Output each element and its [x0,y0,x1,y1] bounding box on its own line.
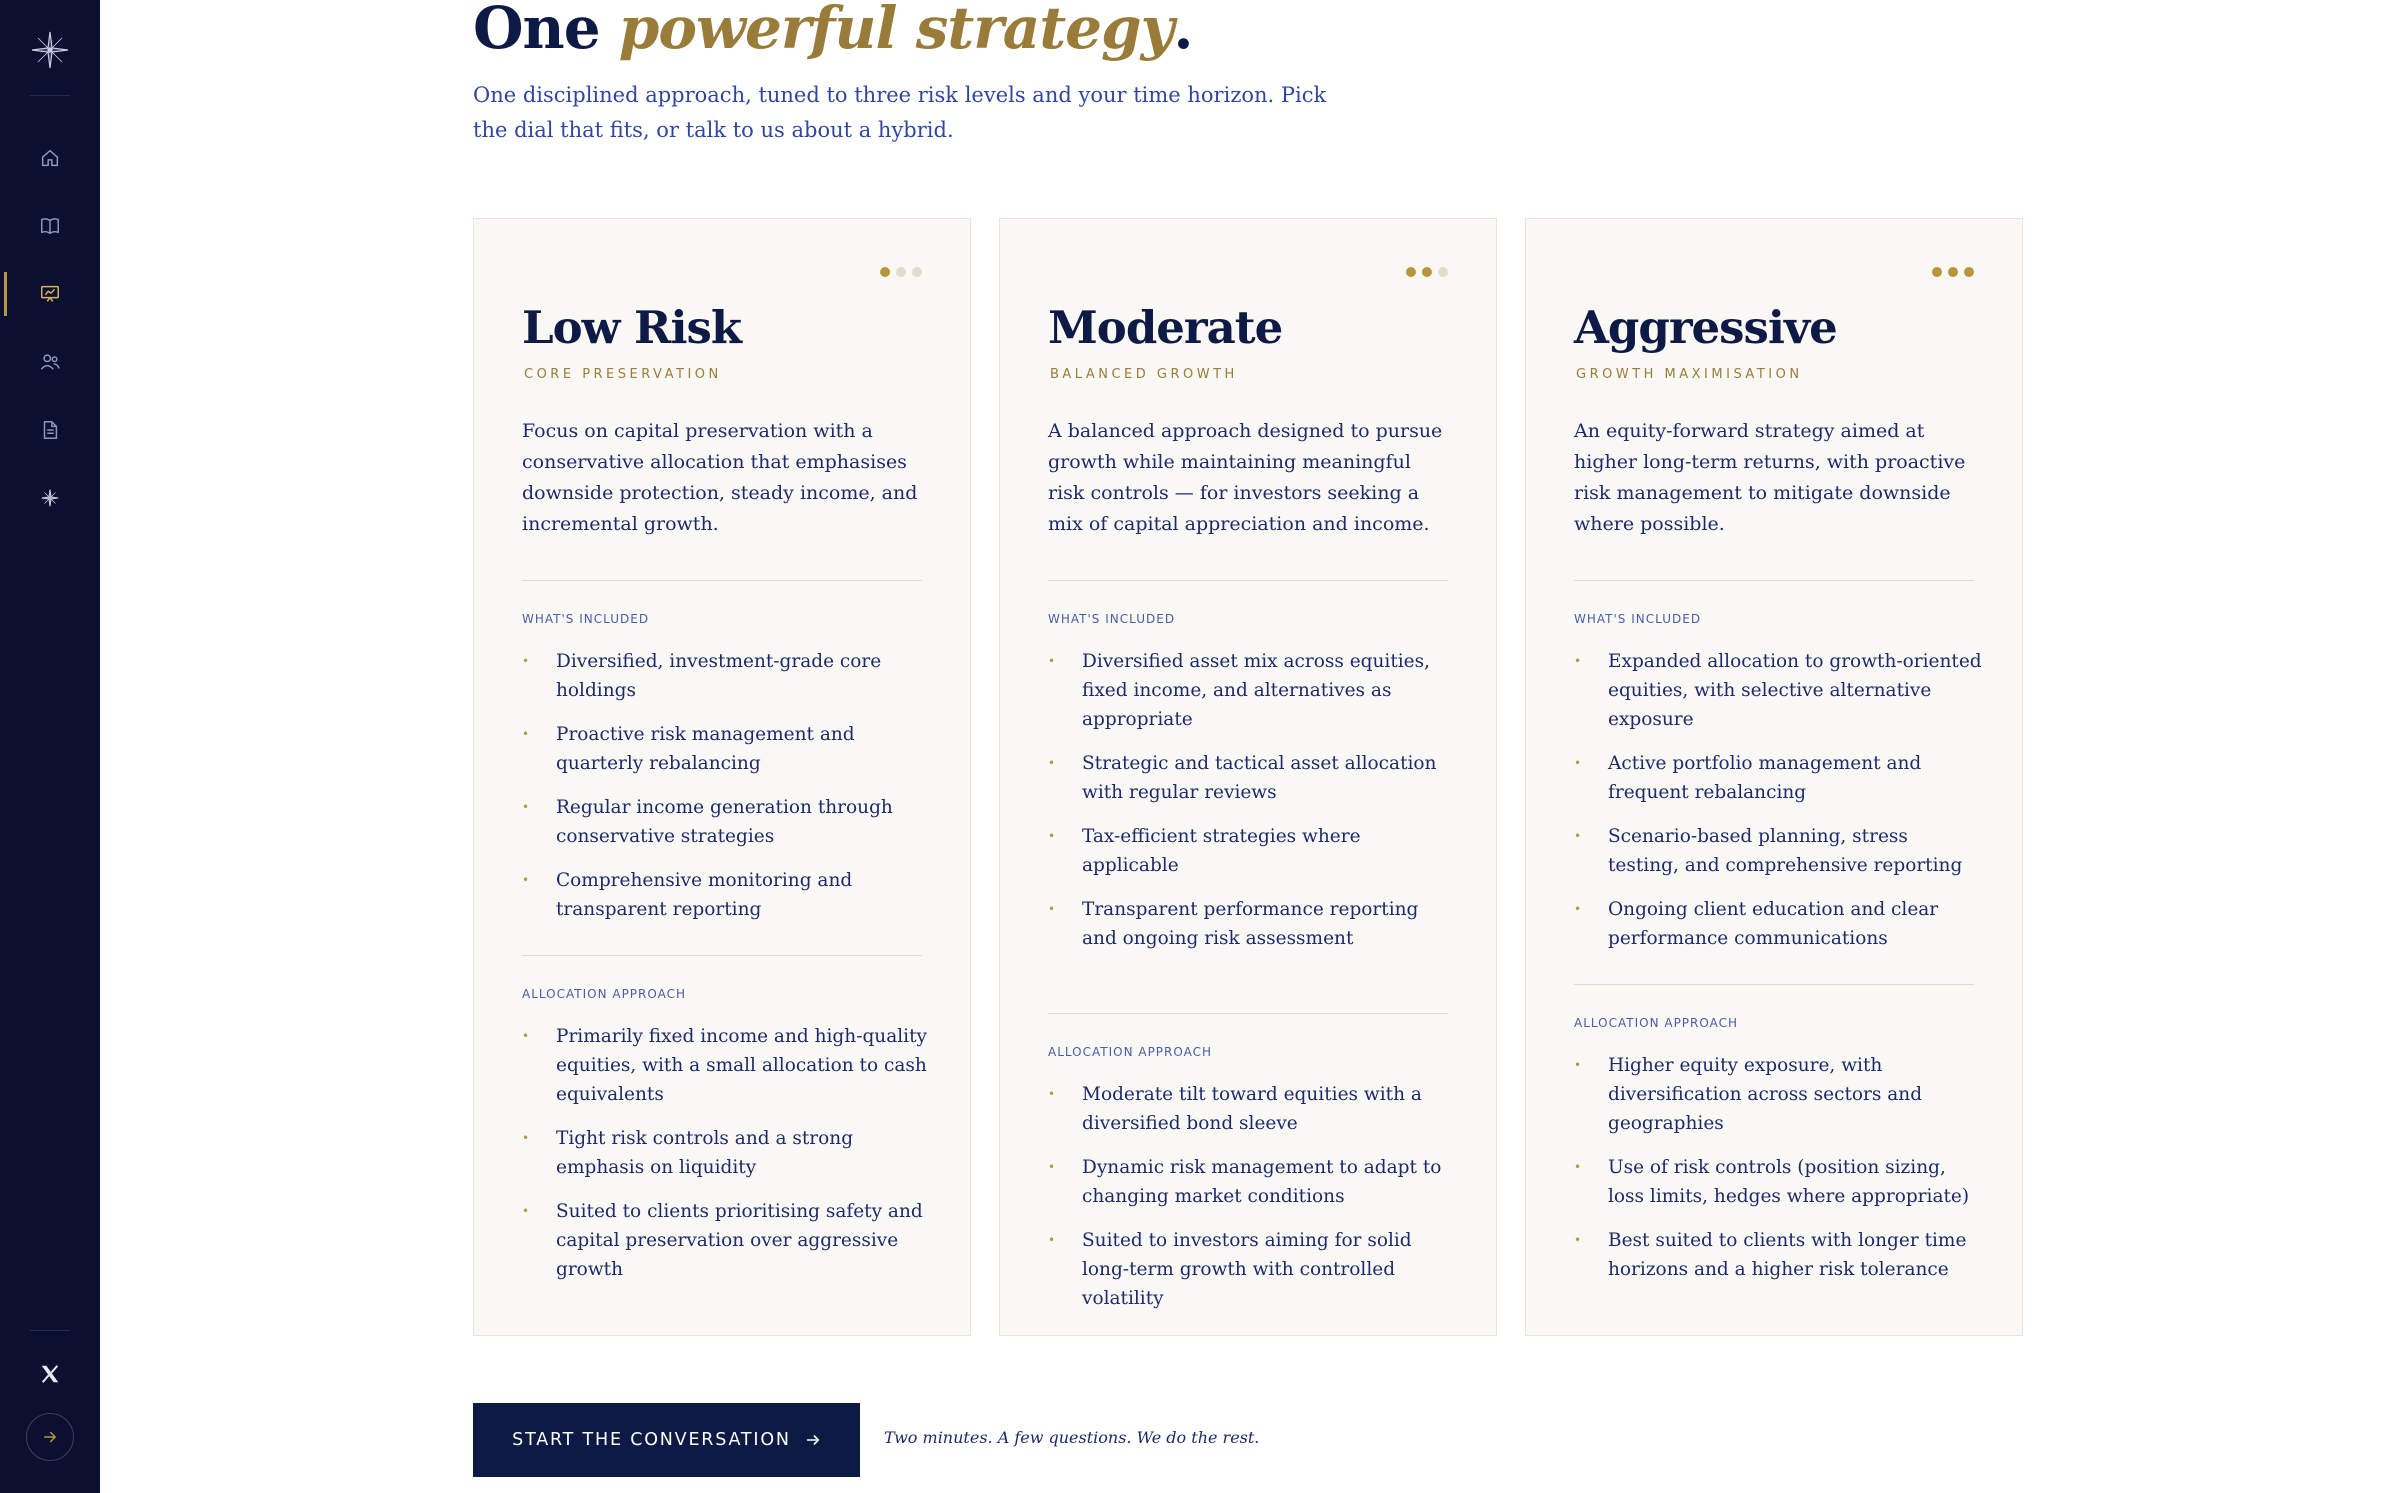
list-item: • Moderate tilt toward equities with a diversified bond sleeve [1048,1080,1458,1138]
list-item: • Transparent performance reporting and ongoing risk assessment [1048,895,1458,953]
strategy-card-low-risk [473,218,971,1336]
sidebar-item-documents[interactable] [0,406,100,454]
cta-note: Two minutes. A few questions. We do the rest. [884,1428,1260,1447]
page-subtitle: One disciplined approach, tuned to three risk levels and your time horizon. Pick the dial that fits, or talk to us about a hybrid. [473,83,1327,142]
risk-level-indicator [1932,267,1974,277]
page-title [473,0,1193,62]
strategy-cards [473,218,2023,1336]
list-item: • Suited to investors aiming for solid long-term growth with controlled volatility [1048,1226,1458,1313]
card-divider [522,955,922,956]
title-lead: One [473,0,619,62]
title-end: . [1173,0,1193,62]
x-logo-icon [39,1363,61,1385]
included-list [1574,647,1984,968]
presentation-chart-icon [39,283,61,305]
risk-dot [1948,267,1958,277]
risk-dot [1964,267,1974,277]
sidebar-item-people[interactable] [0,338,100,386]
list-item: • Higher equity exposure, with diversification across sectors and geographies [1574,1051,1984,1138]
arrow-right-icon [805,1432,821,1448]
risk-dot [912,267,922,277]
card-tag: CORE PRESERVATION [524,367,722,382]
sidebar-item-strategy[interactable] [0,270,100,318]
risk-dot [1406,267,1416,277]
sidebar-divider [30,95,70,96]
risk-level-indicator [1406,267,1448,277]
star-burst-icon [39,487,61,509]
list-item: • Tight risk controls and a strong emphasis on liquidity [522,1124,932,1182]
card-title: Low Risk [522,301,742,354]
book-icon [39,215,61,237]
included-list [1048,647,1458,968]
list-item: • Regular income generation through conservative strategies [522,793,932,851]
allocation-label: ALLOCATION APPROACH [1048,1045,1213,1059]
card-description: A balanced approach designed to pursue growth while maintaining meaningful risk controls — for investors seeking a mix of capital appreciation and income. [1048,420,1443,535]
x-social-link[interactable] [26,1350,74,1398]
risk-dot [1932,267,1942,277]
expand-sidebar-button[interactable] [26,1413,74,1461]
list-item: • Proactive risk management and quarterly rebalancing [522,720,932,778]
users-icon [39,351,61,373]
compass-star-icon[interactable] [24,24,76,76]
document-icon [39,419,61,441]
arrow-right-circle-icon [41,1428,59,1446]
strategy-card-moderate [999,218,1497,1336]
sidebar-item-library[interactable] [0,202,100,250]
card-tag: BALANCED GROWTH [1050,367,1238,382]
card-divider [1048,580,1448,581]
list-item: • Tax-efficient strategies where applicable [1048,822,1458,880]
list-item: • Scenario-based planning, stress testing, and comprehensive reporting [1574,822,1984,880]
list-item: • Ongoing client education and clear performance communications [1574,895,1984,953]
card-divider [1574,580,1974,581]
card-divider [522,580,922,581]
strategy-card-aggressive [1525,218,2023,1336]
included-label: WHAT'S INCLUDED [522,612,650,626]
list-item: • Diversified, investment-grade core holdings [522,647,932,705]
sidebar [0,0,100,1493]
main-content [100,0,2400,1493]
card-tag: GROWTH MAXIMISATION [1576,367,1803,382]
list-item: • Diversified asset mix across equities, fixed income, and alternatives as appropriate [1048,647,1458,734]
allocation-list [1048,1080,1458,1328]
card-divider [1048,1013,1448,1014]
risk-dot [1438,267,1448,277]
risk-dot [1422,267,1432,277]
list-item: • Suited to clients prioritising safety and capital preservation over aggressive growth [522,1197,932,1284]
allocation-label: ALLOCATION APPROACH [522,987,687,1001]
card-title: Aggressive [1574,301,1837,354]
risk-dot [896,267,906,277]
included-list [522,647,932,939]
allocation-list [522,1022,932,1299]
included-label: WHAT'S INCLUDED [1574,612,1702,626]
card-divider [1574,984,1974,985]
list-item: • Best suited to clients with longer time horizons and a higher risk tolerance [1574,1226,1984,1284]
card-title: Moderate [1048,301,1283,354]
sidebar-divider [30,1330,70,1331]
title-accent: powerful strategy [618,0,1174,62]
start-conversation-button[interactable] [473,1403,860,1477]
list-item: • Active portfolio management and frequent rebalancing [1574,749,1984,807]
sidebar-item-star[interactable] [0,474,100,522]
included-label: WHAT'S INCLUDED [1048,612,1176,626]
home-icon [39,147,61,169]
allocation-label: ALLOCATION APPROACH [1574,1016,1739,1030]
card-description: An equity-forward strategy aimed at higher long-term returns, with proactive risk management to mitigate downside where possible. [1574,420,1966,535]
list-item: • Strategic and tactical asset allocation with regular reviews [1048,749,1458,807]
card-description: Focus on capital preservation with a conservative allocation that emphasises downside protection, steady income, and incremental growth. [522,420,918,535]
list-item: • Use of risk controls (position sizing, loss limits, hedges where appropriate) [1574,1153,1984,1211]
list-item: • Dynamic risk management to adapt to changing market conditions [1048,1153,1458,1211]
sidebar-item-home[interactable] [0,134,100,182]
list-item: • Expanded allocation to growth-oriented equities, with selective alternative exposure [1574,647,1984,734]
risk-dot [880,267,890,277]
risk-level-indicator [880,267,922,277]
list-item: • Comprehensive monitoring and transparent reporting [522,866,932,924]
cta-label: START THE CONVERSATION [512,1430,791,1450]
list-item: • Primarily fixed income and high-quality equities, with a small allocation to cash equivalents [522,1022,932,1109]
allocation-list [1574,1051,1984,1299]
